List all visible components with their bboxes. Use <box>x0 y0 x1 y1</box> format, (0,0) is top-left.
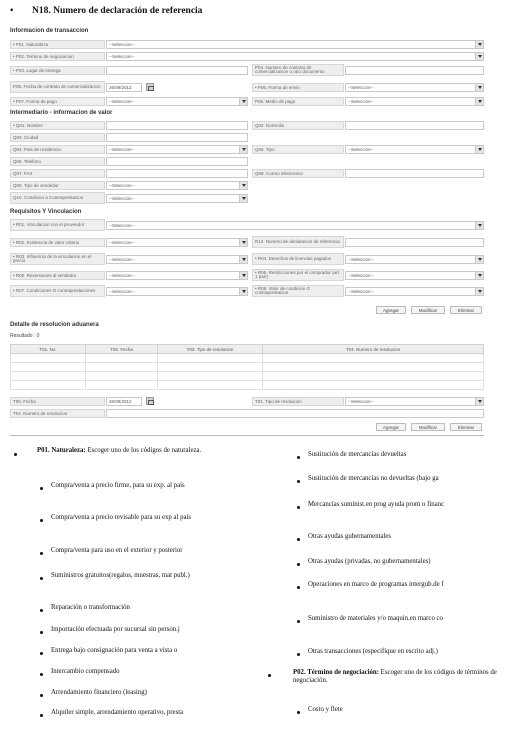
label-p07: • P07. Forma de pago <box>10 97 105 106</box>
list-item: Operaciones en marco de programas intergub.de f <box>308 581 444 588</box>
col-header[interactable]: T04. Numero de resolucion <box>263 345 484 354</box>
bullet-icon <box>297 653 300 656</box>
select-r05-value: --Seleccion-- <box>109 273 135 278</box>
select-p02-value: --Seleccion-- <box>109 54 135 59</box>
chevron-down-icon <box>478 290 482 293</box>
section-transaccion: Informacion de transaccion <box>10 28 89 34</box>
select-q05-value: --Seleccion-- <box>348 147 374 152</box>
list-item: Mercancías suminist.en prog ayuda prom o financ <box>308 501 445 508</box>
list-item: Alquiler simple, arrendamiento operativo, presta <box>51 709 184 716</box>
select-p01[interactable] <box>106 40 484 49</box>
col-header[interactable]: T02. Fecha <box>86 345 158 354</box>
select-r06-value: --Seleccion-- <box>348 273 374 278</box>
bullet-icon <box>40 519 43 522</box>
input-q07[interactable] <box>106 169 248 178</box>
select-q04[interactable] <box>106 145 248 154</box>
page-title <box>10 6 202 16</box>
col-header[interactable]: T03. Tipo de resolucion <box>158 345 263 354</box>
p01-title: P01. Naturaleza: <box>37 447 86 454</box>
label-r06: • R06. Restricciones por el comprador (art. 1 parr) <box>252 269 344 281</box>
list-item: Importación efectuada por sucursal sin person.j <box>51 626 180 633</box>
label-p05: P05. Fecha de contrato de comercializacion <box>10 81 105 93</box>
select-r07-value: --Seleccion-- <box>109 289 135 294</box>
bullet-icon <box>40 652 43 655</box>
label-t01: T01. Tipo de resolucion <box>252 397 344 406</box>
label-q07: Q07. FAX <box>10 169 105 178</box>
chevron-down-icon <box>478 55 482 58</box>
chevron-down-icon <box>478 86 482 89</box>
bullet-icon <box>14 453 17 456</box>
label-r05: • R05. Reversiones al vendedor <box>10 271 105 280</box>
bullet-icon <box>297 538 300 541</box>
table-cell <box>158 372 263 381</box>
input-r12[interactable] <box>345 238 484 247</box>
select-r06[interactable] <box>345 271 484 280</box>
title-text: N18. Numero de declaración de referencia <box>32 6 203 16</box>
chevron-down-icon <box>478 148 482 151</box>
select-r02-value: --Seleccion-- <box>109 240 135 245</box>
label-p02: • P02. Termino de negociacion <box>10 52 105 61</box>
chevron-down-icon <box>478 400 482 403</box>
label-r12: R12. Numero de declaracion de referencia <box>252 236 344 248</box>
list-item: Suministros gratuitos(regalos, muestras, mat publ.) <box>51 572 190 579</box>
chevron-down-icon <box>478 43 482 46</box>
bullet-icon <box>297 456 300 459</box>
label-r08: • R08. Valor de condicion O contraprestacion <box>252 285 344 297</box>
col-header[interactable]: T01. No. <box>11 345 86 354</box>
p01-heading <box>37 447 237 455</box>
table-row <box>11 363 484 372</box>
select-r03-value: --Seleccion-- <box>109 257 135 262</box>
table-header-row <box>11 345 484 354</box>
label-r07: • R07. Condiciones O contraprestaciones <box>10 285 105 297</box>
bullet-icon <box>268 674 271 677</box>
chevron-down-icon <box>242 148 246 151</box>
select-p01-value: --Seleccion-- <box>109 42 135 47</box>
label-p08: P08. Medio de pago <box>252 97 344 106</box>
resolution-table <box>10 344 484 390</box>
chevron-down-icon <box>242 290 246 293</box>
select-t01-value: --Seleccion-- <box>348 399 374 404</box>
list-item: Compra/venta a precio revisable para su exp al país <box>51 514 192 521</box>
label-q10: Q10. Condicion a Contraprestacion <box>10 192 105 204</box>
table-cell <box>158 354 263 363</box>
table-row <box>11 372 484 381</box>
label-r03: • R03. Influencia de la vinculacion en el precio <box>10 253 105 265</box>
chevron-down-icon <box>242 197 246 200</box>
list-item: Otras ayudas gubernamentales <box>308 533 392 540</box>
select-q10-value: --Seleccion-- <box>109 196 135 201</box>
bullet-icon <box>40 631 43 634</box>
agregar-button[interactable]: Agregar <box>376 306 406 314</box>
input-t05-date[interactable] <box>106 397 142 406</box>
label-p03: • P03. Lugar de entrega <box>10 66 105 75</box>
table-cell <box>263 372 484 381</box>
table-cell <box>263 381 484 390</box>
list-item: Arrendamiento financiero (leasing) <box>51 689 147 696</box>
modificar-button-2[interactable]: Modificar <box>411 423 445 431</box>
label-t05: T05. Fecha <box>10 397 105 406</box>
eliminar-button[interactable]: Eliminar <box>450 306 482 314</box>
table-cell <box>86 363 158 372</box>
table-cell <box>158 363 263 372</box>
select-p06[interactable] <box>345 83 484 92</box>
select-q10[interactable] <box>106 194 248 203</box>
input-p03[interactable] <box>106 66 248 75</box>
select-q04-value: --Seleccion-- <box>109 147 135 152</box>
label-p01: • P01. Naturaleza <box>10 40 105 49</box>
table-cell <box>11 381 86 390</box>
bullet-icon <box>40 714 43 717</box>
input-t05-value: 26/09/2012 <box>109 399 132 404</box>
select-q09-value: --Seleccion-- <box>109 183 135 188</box>
list-item: Reparación o transformación <box>51 604 130 611</box>
bullet-icon <box>297 506 300 509</box>
select-p08[interactable] <box>345 97 484 106</box>
section-detalle: Detalle de resolucion aduanera <box>10 322 99 328</box>
input-q01[interactable] <box>106 121 248 130</box>
list-item: Otras transacciones (especifique en escrito adj.) <box>308 648 438 655</box>
input-q02[interactable] <box>345 121 484 130</box>
table-row <box>11 354 484 363</box>
label-q01: • Q01. Nombre <box>10 121 105 130</box>
table-cell <box>263 354 484 363</box>
bullet-icon <box>40 673 43 676</box>
eliminar-button-2[interactable]: Eliminar <box>450 423 482 431</box>
list-item: Costo y flete <box>308 706 343 713</box>
select-t01[interactable] <box>345 397 484 406</box>
section-requisitos: Requisitos Y Vinculacion <box>10 209 82 215</box>
select-r04[interactable] <box>345 255 484 264</box>
label-p06: • P06. Forma de envio <box>252 83 344 92</box>
table-row <box>11 381 484 390</box>
chevron-down-icon <box>242 258 246 261</box>
bullet-icon <box>40 577 43 580</box>
select-q09[interactable] <box>106 181 248 190</box>
label-q04: Q04. Pais de residencia <box>10 145 105 154</box>
select-p08-value: --Seleccion-- <box>348 99 374 104</box>
select-p02[interactable] <box>106 52 484 61</box>
bullet-icon <box>297 711 300 714</box>
bullet-icon <box>40 694 43 697</box>
list-item: Compra/venta a precio firme, para su exp. al país <box>51 482 185 489</box>
select-p07[interactable] <box>106 97 248 106</box>
list-item: Suministro de materiales y/o maquin.en marco co <box>308 615 443 622</box>
chevron-down-icon <box>478 224 482 227</box>
list-item: Sustitución de mercancías no devueltas (bajo ga <box>308 475 439 482</box>
list-item: Sustitución de mercancías devueltas <box>308 451 407 458</box>
p02-title: P02. Término de negociación: <box>293 669 379 676</box>
calendar-icon[interactable] <box>146 83 154 91</box>
select-r08-value: --Seleccion-- <box>348 289 374 294</box>
select-r01[interactable] <box>106 221 484 230</box>
list-item: Entrega bajo consignación para venta a vista o <box>51 647 178 654</box>
chevron-down-icon <box>242 100 246 103</box>
label-t04: T04. Numero de resolucion <box>10 409 105 418</box>
modificar-button[interactable]: Modificar <box>411 306 445 314</box>
label-q09: Q09. Tipo de vendedor <box>10 181 105 190</box>
label-r04: • R04. Derechos de licencias pagados <box>252 253 344 265</box>
bullet-icon <box>297 586 300 589</box>
input-q06[interactable] <box>106 157 248 166</box>
list-item: Otras ayudas (privadas, no gubernamentales) <box>308 558 431 565</box>
bullet-icon <box>297 620 300 623</box>
label-p04: P04. Numero de contrato de comercializacion u otro documento <box>252 64 344 76</box>
resultado-count: Resultado : 0 <box>10 333 40 339</box>
list-item: Intercambio compensado <box>51 668 120 675</box>
bullet-icon <box>40 552 43 555</box>
input-p04[interactable] <box>345 66 484 75</box>
label-q02: Q02. Domicilio <box>252 121 344 130</box>
chevron-down-icon <box>242 274 246 277</box>
divider <box>10 435 484 436</box>
p02-description: Escoger uno de los códigos de términos de negociación. <box>293 669 497 684</box>
input-q08[interactable] <box>345 169 484 178</box>
table-cell <box>86 354 158 363</box>
label-q08: Q08. Correo electronico <box>252 169 344 178</box>
label-q05: Q05. Tipo <box>252 145 344 154</box>
select-r07[interactable] <box>106 287 248 296</box>
select-p07-value: --Seleccion-- <box>109 99 135 104</box>
input-q03[interactable] <box>106 133 248 142</box>
section-intermediario: Intermediario - informacion de valor <box>10 110 113 116</box>
p01-description: Escoger uno de los códigos de naturaleza. <box>87 447 202 454</box>
input-t04[interactable] <box>106 409 484 418</box>
title-bullet: • <box>10 6 14 16</box>
chevron-down-icon <box>478 100 482 103</box>
label-r01: • R01. Vinculacion con el proveedor <box>10 219 105 231</box>
table-cell <box>11 372 86 381</box>
select-r02[interactable] <box>106 238 248 247</box>
chevron-down-icon <box>242 184 246 187</box>
table-cell <box>86 381 158 390</box>
input-p05-date[interactable] <box>106 83 142 92</box>
label-q06: Q06. Telefono <box>10 157 105 166</box>
select-r04-value: --Seleccion-- <box>348 257 374 262</box>
bullet-icon <box>297 480 300 483</box>
table-cell <box>86 372 158 381</box>
select-r05[interactable] <box>106 271 248 280</box>
bullet-icon <box>297 563 300 566</box>
label-r02: • R02. Existencia de valor criterio <box>10 238 105 247</box>
agregar-button-2[interactable]: Agregar <box>376 423 406 431</box>
select-r01-value: --Seleccion-- <box>109 223 135 228</box>
chevron-down-icon <box>478 274 482 277</box>
table-cell <box>11 363 86 372</box>
calendar-icon[interactable] <box>146 397 154 405</box>
table-cell <box>11 354 86 363</box>
select-q05[interactable] <box>345 145 484 154</box>
select-p06-value: --Seleccion-- <box>348 85 374 90</box>
input-p05-value: 26/09/2012 <box>109 85 132 90</box>
select-r03[interactable] <box>106 255 248 264</box>
bullet-icon <box>40 487 43 490</box>
p02-heading <box>293 669 506 685</box>
table-cell <box>158 381 263 390</box>
chevron-down-icon <box>242 241 246 244</box>
label-q03: Q03. Ciudad <box>10 133 105 142</box>
bullet-icon <box>40 609 43 612</box>
table-cell <box>263 363 484 372</box>
select-r08[interactable] <box>345 287 484 296</box>
chevron-down-icon <box>478 258 482 261</box>
list-item: Compra/venta para uso en el exterior y posterior <box>51 547 183 554</box>
